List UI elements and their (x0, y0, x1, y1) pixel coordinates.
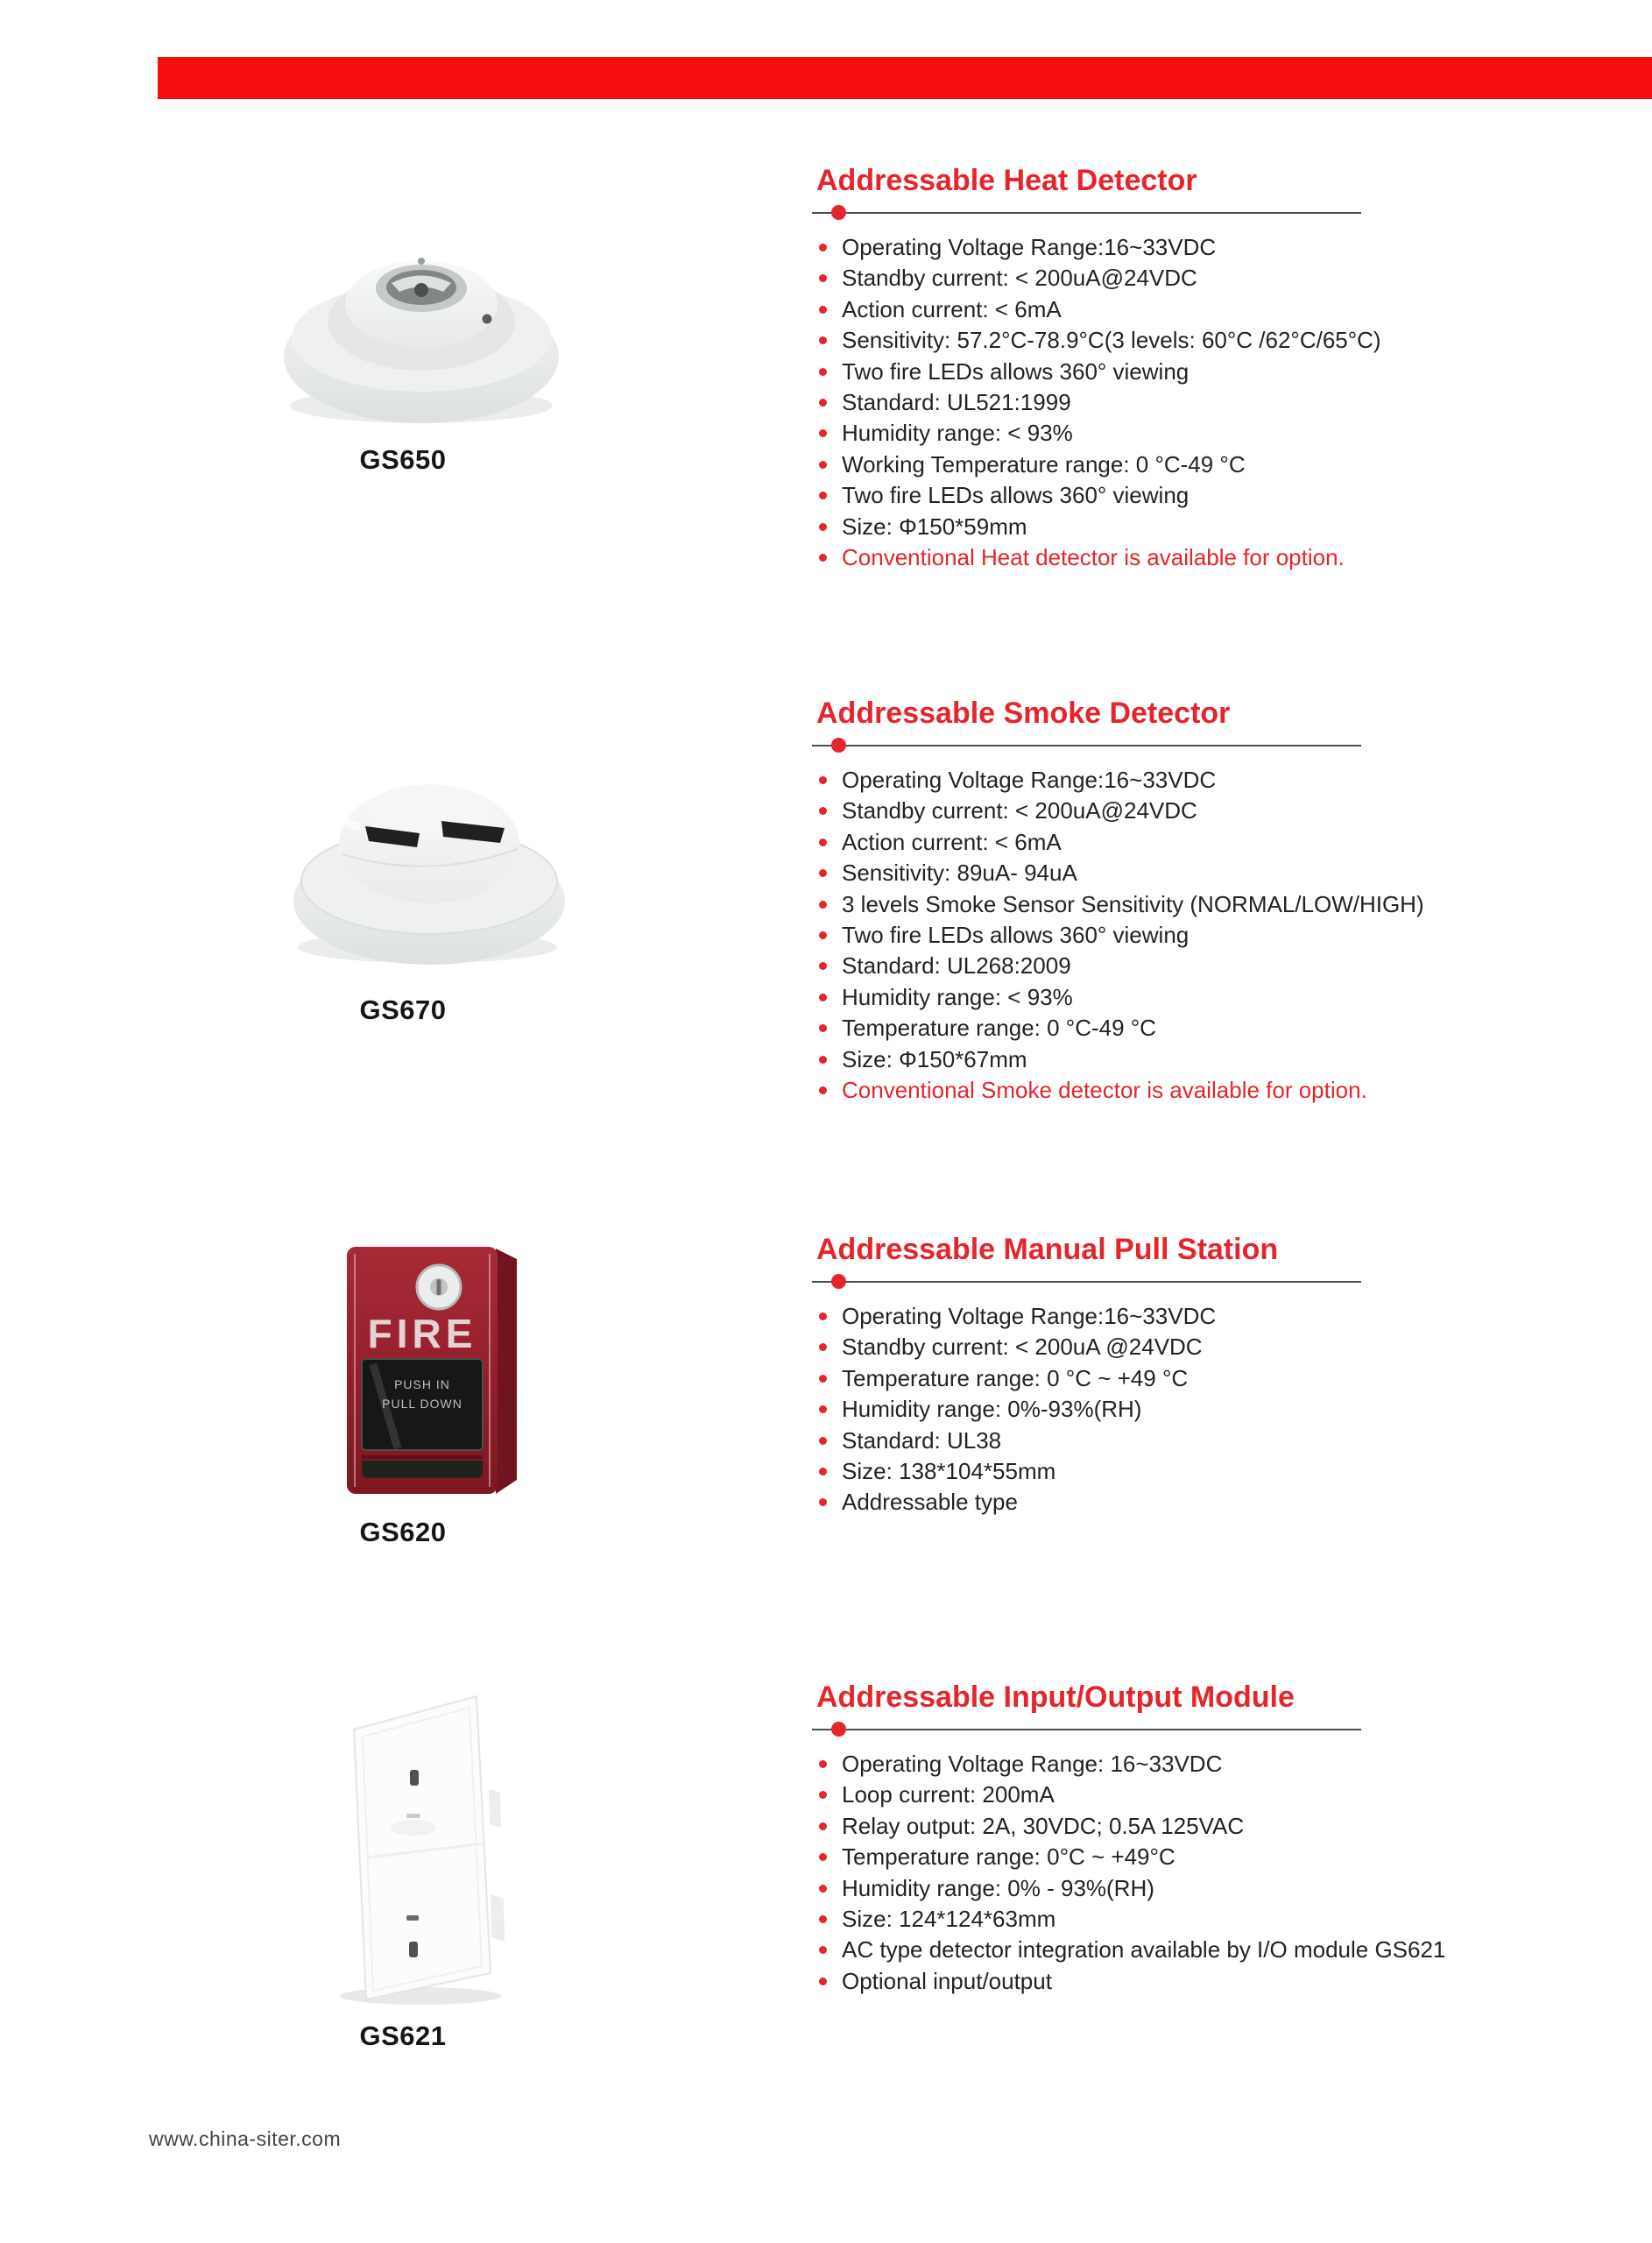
spec-item: Operating Voltage Range:16~33VDC (816, 232, 1447, 263)
spec-item: AC type detector integration available by I/O module GS621 (816, 1935, 1447, 1965)
gs620-fire-text: FIRE (367, 1311, 477, 1356)
spec-item: Temperature range: 0 °C-49 °C (816, 1013, 1447, 1044)
gs650-heat-detector-image (279, 225, 569, 434)
spec-item: Standby current: < 200uA@24VDC (816, 796, 1447, 826)
spec-item: Size: Φ150*59mm (816, 512, 1447, 542)
spec-item: Humidity range: 0% - 93%(RH) (816, 1873, 1447, 1904)
spec-item: Sensitivity: 57.2°C-78.9°C(3 levels: 60°C /62°C/65°C) (816, 325, 1447, 356)
model-label-gs670: GS670 (359, 994, 447, 1025)
title-divider-line (812, 1729, 1361, 1730)
spec-item: Temperature range: 0 °C ~ +49 °C (816, 1363, 1447, 1394)
title-divider-line (812, 212, 1361, 214)
spec-item: Action current: < 6mA (816, 827, 1447, 858)
spec-item: Working Temperature range: 0 °C-49 °C (816, 449, 1447, 480)
spec-item: Conventional Smoke detector is available for option. (816, 1075, 1447, 1106)
spec-item: Two fire LEDs allows 360° viewing (816, 480, 1447, 511)
spec-list-heat-detector (816, 232, 1447, 573)
spec-item: Relay output: 2A, 30VDC; 0.5A 125VAC (816, 1811, 1447, 1842)
footer-website: www.china-siter.com (149, 2127, 342, 2150)
section-title-manual-pull-station: Addressable Manual Pull Station (816, 1233, 1279, 1266)
spec-item: Standard: UL268:2009 (816, 951, 1447, 981)
divider-dot (831, 738, 846, 753)
top-red-bar (158, 57, 1652, 99)
spec-item: Humidity range: 0%-93%(RH) (816, 1394, 1447, 1425)
spec-item: Two fire LEDs allows 360° viewing (816, 357, 1447, 387)
spec-item: Humidity range: < 93% (816, 982, 1447, 1013)
spec-list-input-output-module (816, 1749, 1447, 1997)
spec-item: Conventional Heat detector is available for option. (816, 542, 1447, 573)
spec-item: Operating Voltage Range:16~33VDC (816, 765, 1447, 796)
divider-dot (831, 1274, 846, 1289)
spec-item: Humidity range: < 93% (816, 418, 1447, 449)
gs620-window-text-line2: PULL DOWN (382, 1397, 462, 1411)
spec-item: Size: Φ150*67mm (816, 1044, 1447, 1075)
spec-item: Standard: UL521:1999 (816, 387, 1447, 418)
section-title-heat-detector: Addressable Heat Detector (816, 164, 1197, 197)
model-label-gs620: GS620 (359, 1517, 447, 1547)
spec-item: Operating Voltage Range:16~33VDC (816, 1301, 1447, 1332)
gs670-smoke-detector-image (292, 756, 570, 971)
gs620-window-text-line1: PUSH IN (394, 1377, 450, 1391)
spec-item: Two fire LEDs allows 360° viewing (816, 920, 1447, 951)
divider-dot (831, 1722, 846, 1737)
title-divider-line (812, 1281, 1361, 1283)
spec-item: Standby current: < 200uA@24VDC (816, 263, 1447, 294)
spec-item: Loop current: 200mA (816, 1780, 1447, 1810)
spec-item: Size: 138*104*55mm (816, 1456, 1447, 1487)
spec-item: Optional input/output (816, 1966, 1447, 1997)
spec-item: Operating Voltage Range: 16~33VDC (816, 1749, 1447, 1780)
spec-list-smoke-detector (816, 765, 1447, 1106)
spec-item: Size: 124*124*63mm (816, 1904, 1447, 1935)
spec-list-manual-pull-station (816, 1301, 1447, 1518)
model-label-gs621: GS621 (359, 2020, 447, 2051)
model-label-gs650: GS650 (359, 444, 447, 475)
title-divider-line (812, 745, 1361, 746)
spec-item: Sensitivity: 89uA- 94uA (816, 858, 1447, 888)
spec-item: Standby current: < 200uA @24VDC (816, 1332, 1447, 1362)
spec-item: Temperature range: 0°C ~ +49°C (816, 1842, 1447, 1872)
divider-dot (831, 205, 846, 220)
spec-item: Action current: < 6mA (816, 294, 1447, 325)
spec-item: Addressable type (816, 1487, 1447, 1518)
section-title-input-output-module: Addressable Input/Output Module (816, 1680, 1295, 1714)
spec-item: 3 levels Smoke Sensor Sensitivity (NORMAL/LOW/HIGH) (816, 889, 1447, 920)
spec-item: Standard: UL38 (816, 1426, 1447, 1456)
gs620-pull-station-image (340, 1242, 527, 1499)
section-title-smoke-detector: Addressable Smoke Detector (816, 697, 1231, 730)
gs621-io-module-image (322, 1686, 513, 2012)
